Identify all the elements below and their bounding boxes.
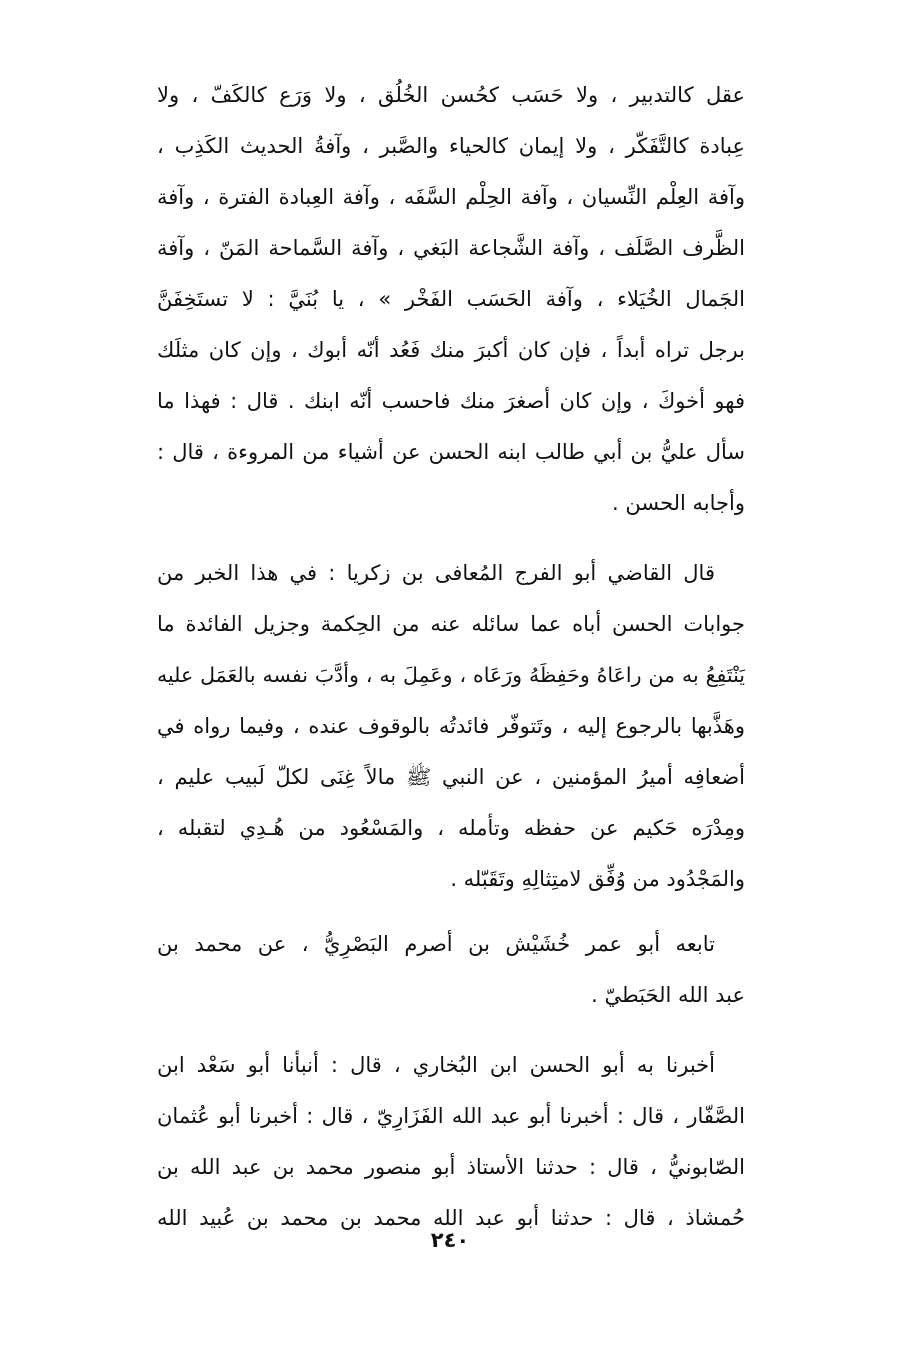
paragraph-gap [157,905,745,919]
page-body [157,70,745,1244]
text-line: والمَجْدُود من وُفِّق لامتِثالِهِ وتَقَبّله . [450,867,745,891]
text-line: عبد الله الحَبَطيّ . [591,983,745,1007]
paragraph-gap [157,529,745,548]
text-line: الصّابونيُّ ، قال : حدثنا الأستاذ أبو منصور محمد بن عبد الله بن [157,1155,745,1179]
paragraph [157,1040,745,1244]
text-line: أضعافِه أميرُ المؤمنين ، عن النبي ﷺ مالاً غِنَى لكلّ لَبيب عليم ، [157,765,745,789]
text-line: الصَّفّار ، قال : أخبرنا أبو عبد الله الفَزَارِيّ ، قال : أخبرنا أبو عُثمان [157,1104,745,1128]
page-number: ٢٤٠ [430,1228,470,1252]
paragraph [157,70,745,529]
text-line: فهو أخوكَ ، وإن كان أصغرَ منك فاحسب أنّه ابنك . قال : فهذا ما [157,389,745,413]
paragraph [157,919,745,1021]
text-line: قال القاضي أبو الفرج المُعافى بن زكريا : في هذا الخبر من [157,561,715,585]
text-line: وهَذَّبها بالرجوع إليه ، وتَتوفّر فائدتُه بالوقوف عنده ، وفيما رواه في [157,714,745,738]
text-line: تابعه أبو عمر خُشَيْش بن أصرم البَصْرِيُّ ، عن محمد بن [157,932,715,956]
text-line: الظَّرف الصَّلَف ، وآفة الشَّجاعة البَغي ، وآفة السَّماحة المَنّ ، وآفة [157,236,745,260]
paragraph [157,548,745,905]
text-line: سأل عليُّ بن أبي طالب ابنه الحسن عن أشياء من المروءة ، قال : [157,440,745,464]
text-line: برجل تراه أبداً ، فإن كان أكبرَ منك فَعُد أنّه أبوك ، وإن كان مثلَك [157,338,745,362]
text-line: أخبرنا به أبو الحسن ابن البُخاري ، قال : أنبأنا أبو سَعْد ابن [157,1053,715,1077]
text-line: جوابات الحسن أباه عما سائله عنه من الحِكمة وجزيل الفائدة ما [157,612,745,636]
text-line: وآفة العِلْم النِّسيان ، وآفة الحِلْم السَّفَه ، وآفة العِبادة الفترة ، وآفة [157,185,745,209]
text-line: ومِدْرَه حَكيم عن حفظه وتأمله ، والمَسْعُود من هُـدِي لتقبله ، [157,816,745,840]
text-line: وأجابه الحسن . [612,491,745,515]
text-line: الجَمال الخُيَلاء ، وآفة الحَسَب الفَخْر » ، يا بُنَيَّ : لا تستَخِفَنَّ [157,287,745,311]
text-line: حُمشاذ ، قال : حدثنا أبو عبد الله محمد بن محمد بن عُبيد الله [157,1206,745,1230]
text-line: يَنْتَفِعُ به من راعَاهُ وحَفِظَهُ ورَعَاه ، وعَمِلَ به ، وأدَّبَ نفسه بالعَمَل عليه [157,663,745,687]
text-line: عِبادة كالتَّفَكّر ، ولا إيمان كالحياء والصَّبر ، وآفةُ الحديث الكَذِب ، [157,134,745,158]
text-line: عقل كالتدبير ، ولا حَسَب كحُسن الخُلُق ، ولا وَرَع كالكَفّ ، ولا [157,83,745,107]
paragraph-gap [157,1021,745,1040]
